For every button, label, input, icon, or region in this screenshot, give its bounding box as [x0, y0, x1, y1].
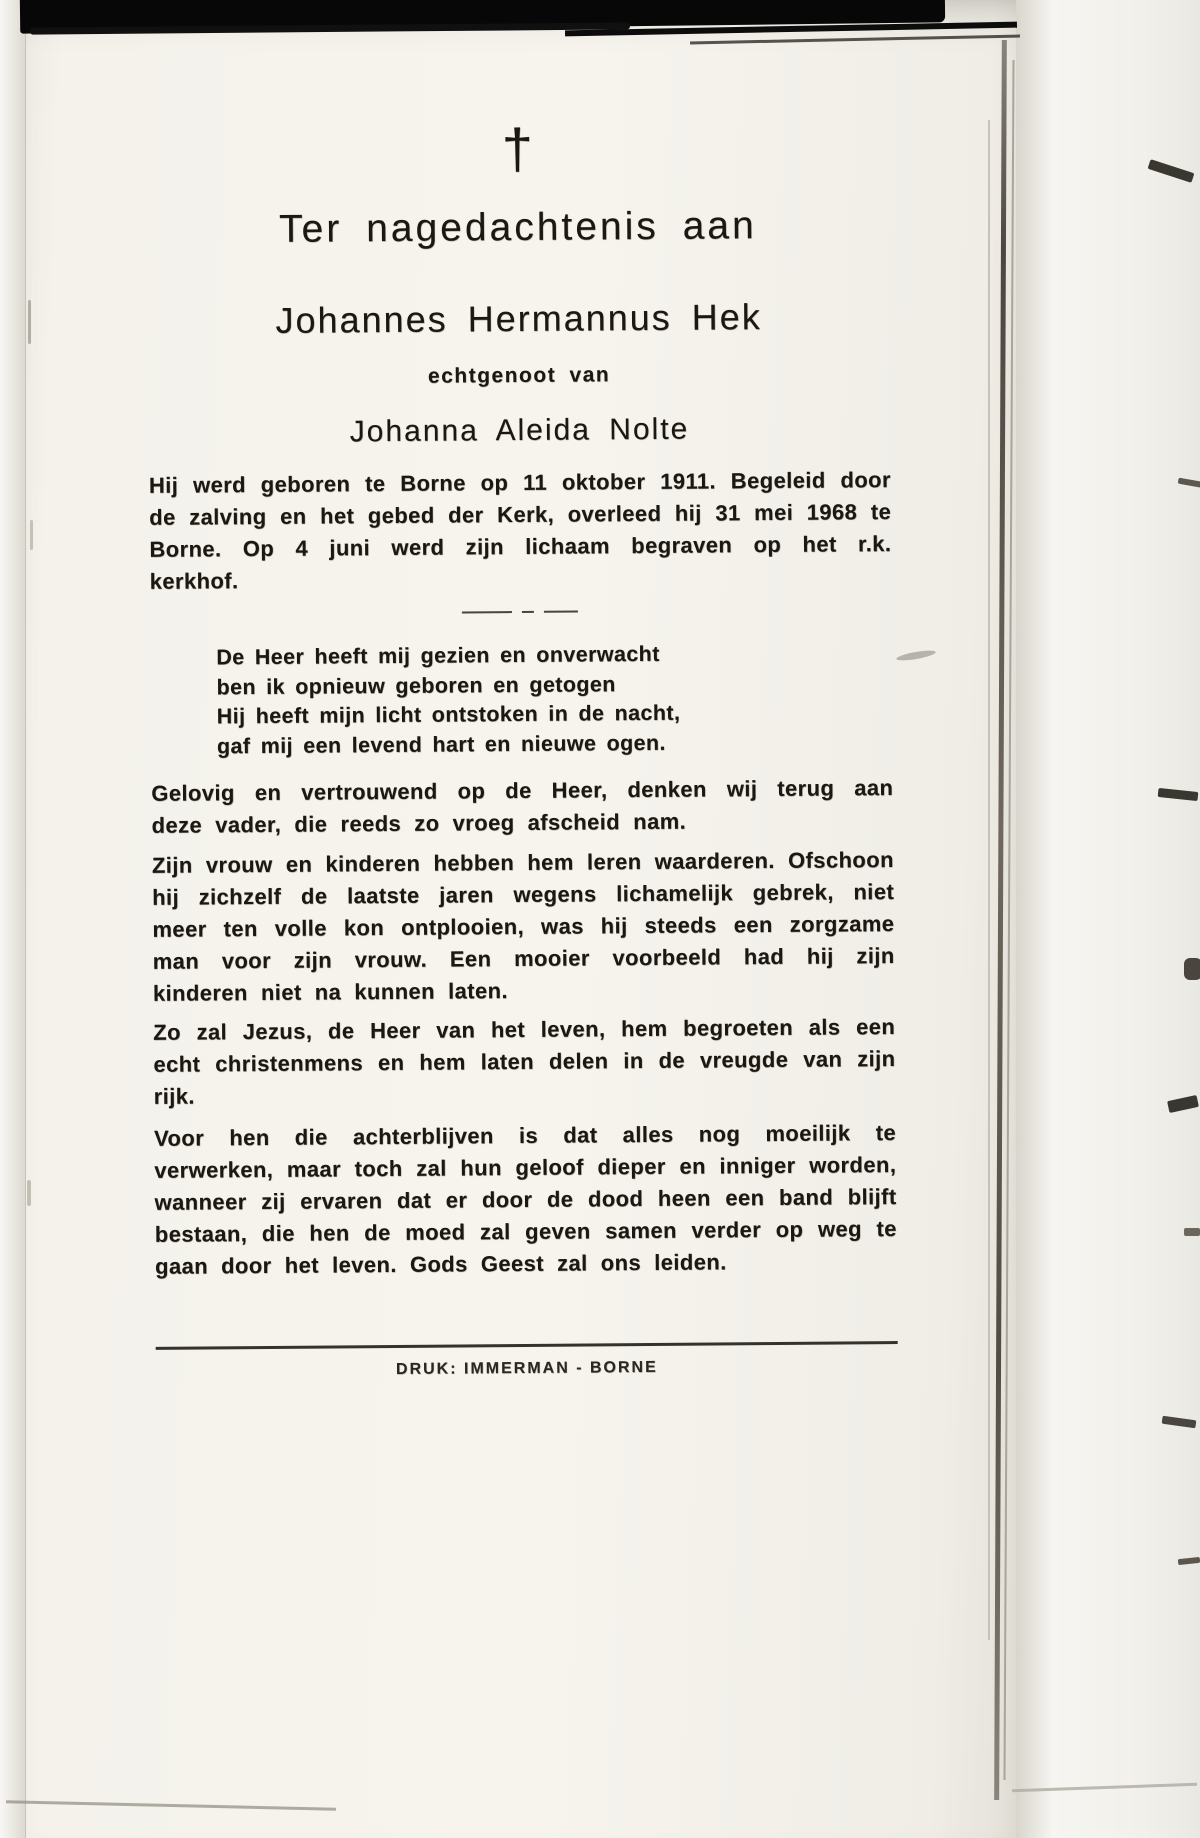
relation-label: echtgenoot van [427, 363, 611, 388]
cross-icon: † [501, 116, 534, 181]
scan-artifact-page-edge [988, 120, 990, 1640]
poem-line: Hij heeft mijn licht ontstoken in de nacht, [216, 700, 681, 729]
scan-artifact-mark [28, 300, 31, 344]
memorial-heading: Ter nagedachtenis aan [278, 204, 757, 251]
divider-line [462, 611, 580, 614]
scan-artifact-mark [30, 520, 33, 550]
poem-line: gaf mij een levend hart en nieuwe ogen. [216, 730, 666, 758]
deceased-name: Johannes Hermannus Hek [275, 296, 762, 341]
memorial-poem [150, 638, 893, 762]
memorial-paragraph: Zo zal Jezus, de Heer van het leven, hem begroeten als een echt christenmens en hem laten delen in de vreugde van zijn rijk. [153, 1014, 896, 1109]
paper-left-edge [0, 0, 26, 1838]
scan-artifact-mark [1184, 1228, 1200, 1236]
divider-dash [522, 611, 534, 613]
life-summary: Hij werd geboren te Borne op 11 oktober 1911. Begeleid door de zalving en het gebed der Kerk, overleed hij 31 mei 1968 te Borne. Op 4 juni werd zijn lichaam begraven op het r.k. kerkhof. [148, 467, 892, 594]
memorial-paragraph: Voor hen die achterblijven is dat alles nog moeilijk te verwerken, maar toch zal hun geloof dieper en inniger worden, wanneer zij ervaren dat er door de dood heen een band blijft bestaan, die hen de moed zal geven samen verder op weg te gaan door het leven. Gods Geest zal ons leiden. [153, 1120, 897, 1279]
divider-dash [544, 611, 578, 613]
poem-line: ben ik opnieuw geboren en getogen [216, 671, 616, 699]
memorial-paragraph: Zijn vrouw en kinderen hebben hem leren waarderen. Ofschoon hij zichzelf de laatste jaren wegens lichamelijk gebrek, niet meer ten volle kon ontplooien, was hij steeds een zorgzame man voor zijn vrouw. Een mooier voorbeeld had hij zijn kinderen niet na kunnen laten. [151, 847, 895, 1006]
poem-line: De Heer heeft mij gezien en onverwacht [216, 641, 660, 670]
card-content [146, 109, 898, 1381]
scan-artifact-mark [27, 1180, 31, 1206]
scan-artifact-mark [1184, 958, 1200, 980]
printer-credit: DRUK: IMMERMAN - BORNE [395, 1358, 658, 1378]
memorial-paragraph: Gelovig en vertrouwend op de Heer, denken wij terug aan deze vader, die reeds zo vroeg afscheid nam. [151, 775, 894, 838]
footer-rule [156, 1341, 898, 1350]
divider-dash [462, 611, 512, 613]
spouse-name: Johanna Aleida Nolte [349, 412, 690, 449]
underlying-page-edge [1016, 0, 1200, 1838]
